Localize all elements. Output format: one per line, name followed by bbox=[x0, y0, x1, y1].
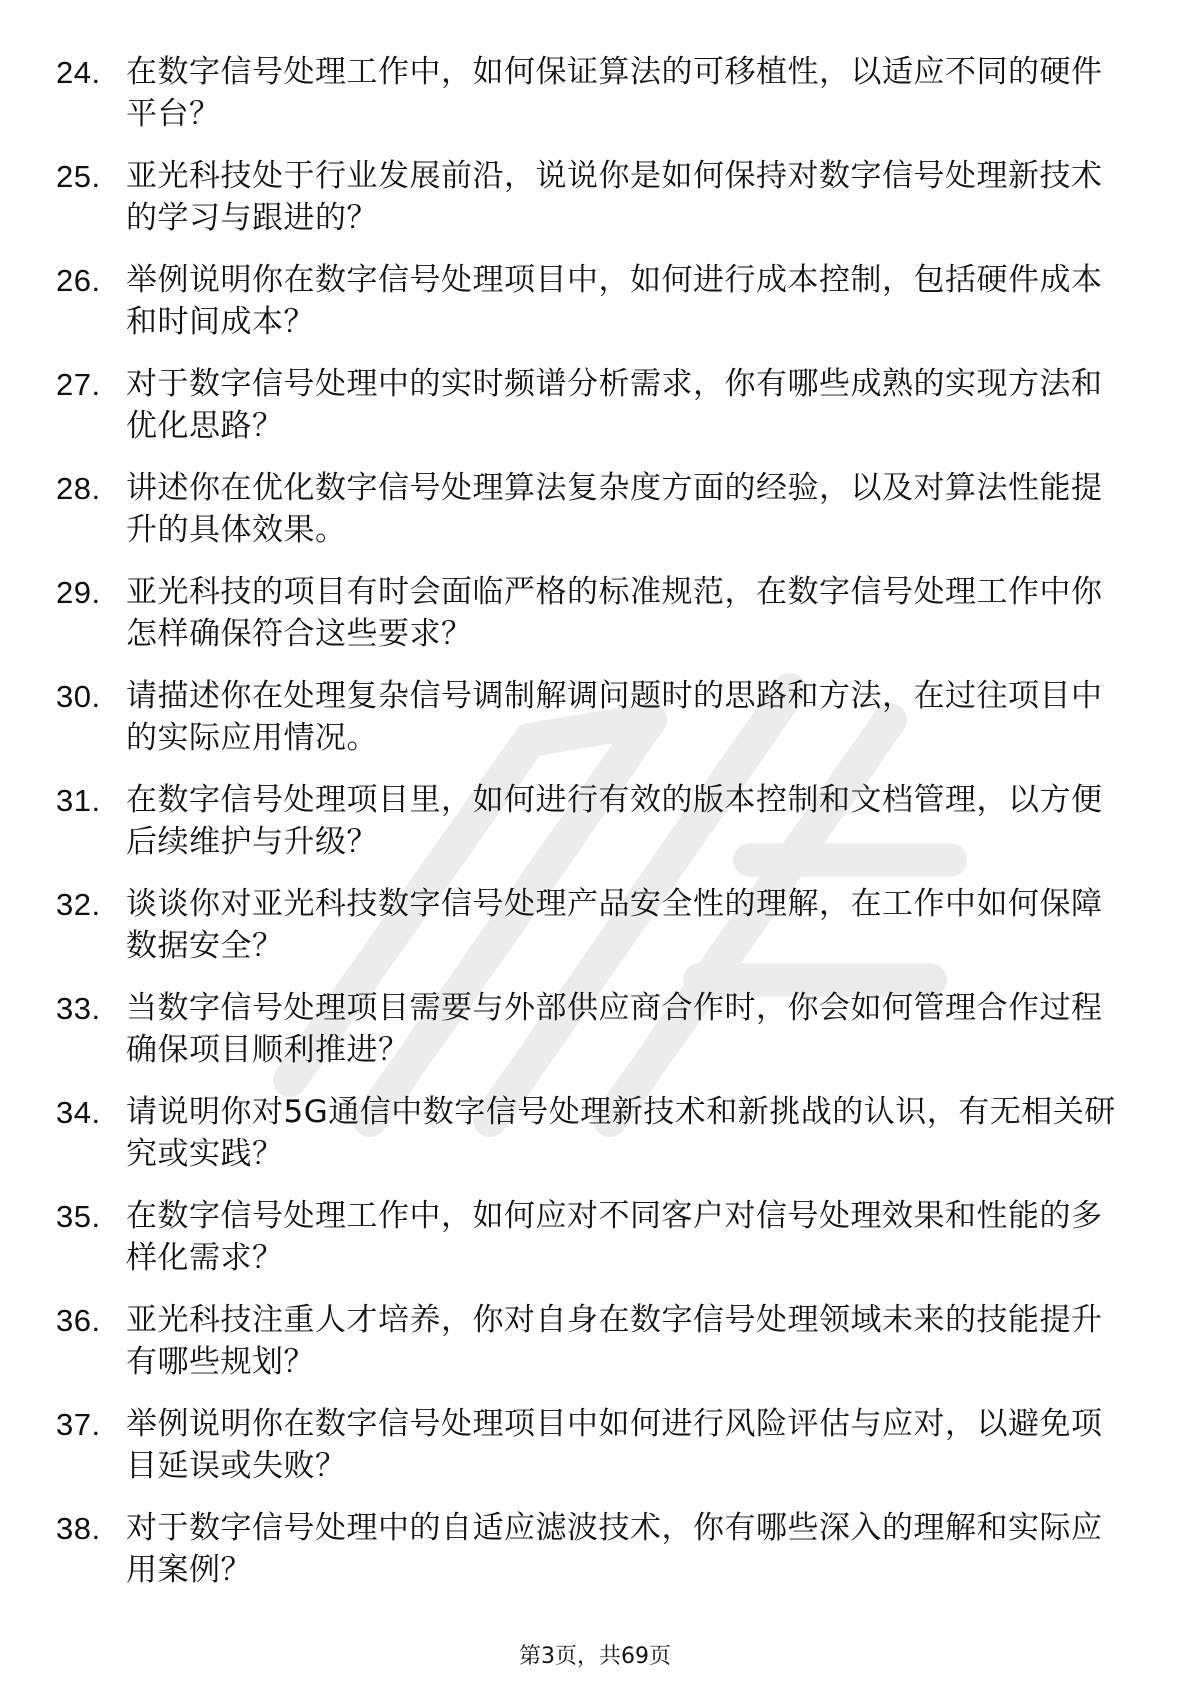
question-text: 举例说明你在数字信号处理项目中如何进行风险评估与应对，以避免项目延误或失败？ bbox=[126, 1406, 1103, 1484]
question-number: 30. bbox=[56, 679, 101, 714]
question-text: 亚光科技的项目有时会面临严格的标准规范，在数字信号处理工作中你怎样确保符合这些要求？ bbox=[126, 574, 1103, 652]
page-footer: 第3页，共69页 bbox=[519, 1644, 671, 1669]
question-text: 讲述你在优化数字信号处理算法复杂度方面的经验，以及对算法性能提升的具体效果。 bbox=[126, 470, 1103, 548]
question-text: 举例说明你在数字信号处理项目中，如何进行成本控制，包括硬件成本和时间成本？ bbox=[126, 262, 1103, 340]
question-number: 33. bbox=[56, 991, 101, 1026]
list-item bbox=[56, 1092, 1136, 1175]
question-text: 请说明你对5G通信中数字信号处理新技术和新挑战的认识，有无相关研究或实践？ bbox=[126, 1094, 1116, 1172]
question-text: 在数字信号处理工作中，如何保证算法的可移植性，以适应不同的硬件平台？ bbox=[126, 54, 1103, 132]
question-text: 当数字信号处理项目需要与外部供应商合作时，你会如何管理合作过程确保项目顺利推进？ bbox=[126, 990, 1103, 1068]
question-number: 29. bbox=[56, 575, 101, 610]
question-text: 谈谈你对亚光科技数字信号处理产品安全性的理解，在工作中如何保障数据安全？ bbox=[126, 886, 1103, 964]
question-number: 37. bbox=[56, 1407, 101, 1442]
question-number: 34. bbox=[56, 1095, 101, 1130]
question-text: 请描述你在处理复杂信号调制解调问题时的思路和方法，在过往项目中的实际应用情况。 bbox=[126, 678, 1103, 756]
question-number: 35. bbox=[56, 1199, 101, 1234]
list-item bbox=[56, 1404, 1136, 1487]
list-item bbox=[56, 468, 1136, 551]
list-item bbox=[56, 988, 1136, 1071]
question-number: 27. bbox=[56, 367, 101, 402]
list-item bbox=[56, 1508, 1136, 1591]
question-number: 25. bbox=[56, 159, 101, 194]
list-item bbox=[56, 676, 1136, 759]
list-item bbox=[56, 364, 1136, 447]
question-number: 38. bbox=[56, 1511, 101, 1546]
question-text: 亚光科技处于行业发展前沿，说说你是如何保持对数字信号处理新技术的学习与跟进的？ bbox=[126, 158, 1103, 236]
question-number: 28. bbox=[56, 471, 101, 506]
list-item bbox=[56, 1196, 1136, 1279]
question-text: 对于数字信号处理中的自适应滤波技术，你有哪些深入的理解和实际应用案例？ bbox=[126, 1510, 1103, 1588]
question-number: 26. bbox=[56, 263, 101, 298]
list-item bbox=[56, 572, 1136, 655]
question-text: 在数字信号处理工作中，如何应对不同客户对信号处理效果和性能的多样化需求？ bbox=[126, 1198, 1103, 1276]
question-text: 在数字信号处理项目里，如何进行有效的版本控制和文档管理，以方便后续维护与升级？ bbox=[126, 782, 1103, 860]
question-number: 24. bbox=[56, 55, 101, 90]
list-item bbox=[56, 260, 1136, 343]
list-item bbox=[56, 884, 1136, 967]
question-number: 31. bbox=[56, 783, 101, 818]
list-item bbox=[56, 156, 1136, 239]
list-item bbox=[56, 1300, 1136, 1383]
list-item bbox=[56, 52, 1136, 135]
question-text: 对于数字信号处理中的实时频谱分析需求，你有哪些成熟的实现方法和优化思路？ bbox=[126, 366, 1103, 444]
question-number: 36. bbox=[56, 1303, 101, 1338]
list-item bbox=[56, 780, 1136, 863]
question-number: 32. bbox=[56, 887, 101, 922]
question-text: 亚光科技注重人才培养，你对自身在数字信号处理领域未来的技能提升有哪些规划？ bbox=[126, 1302, 1103, 1380]
question-list bbox=[56, 52, 1136, 1612]
